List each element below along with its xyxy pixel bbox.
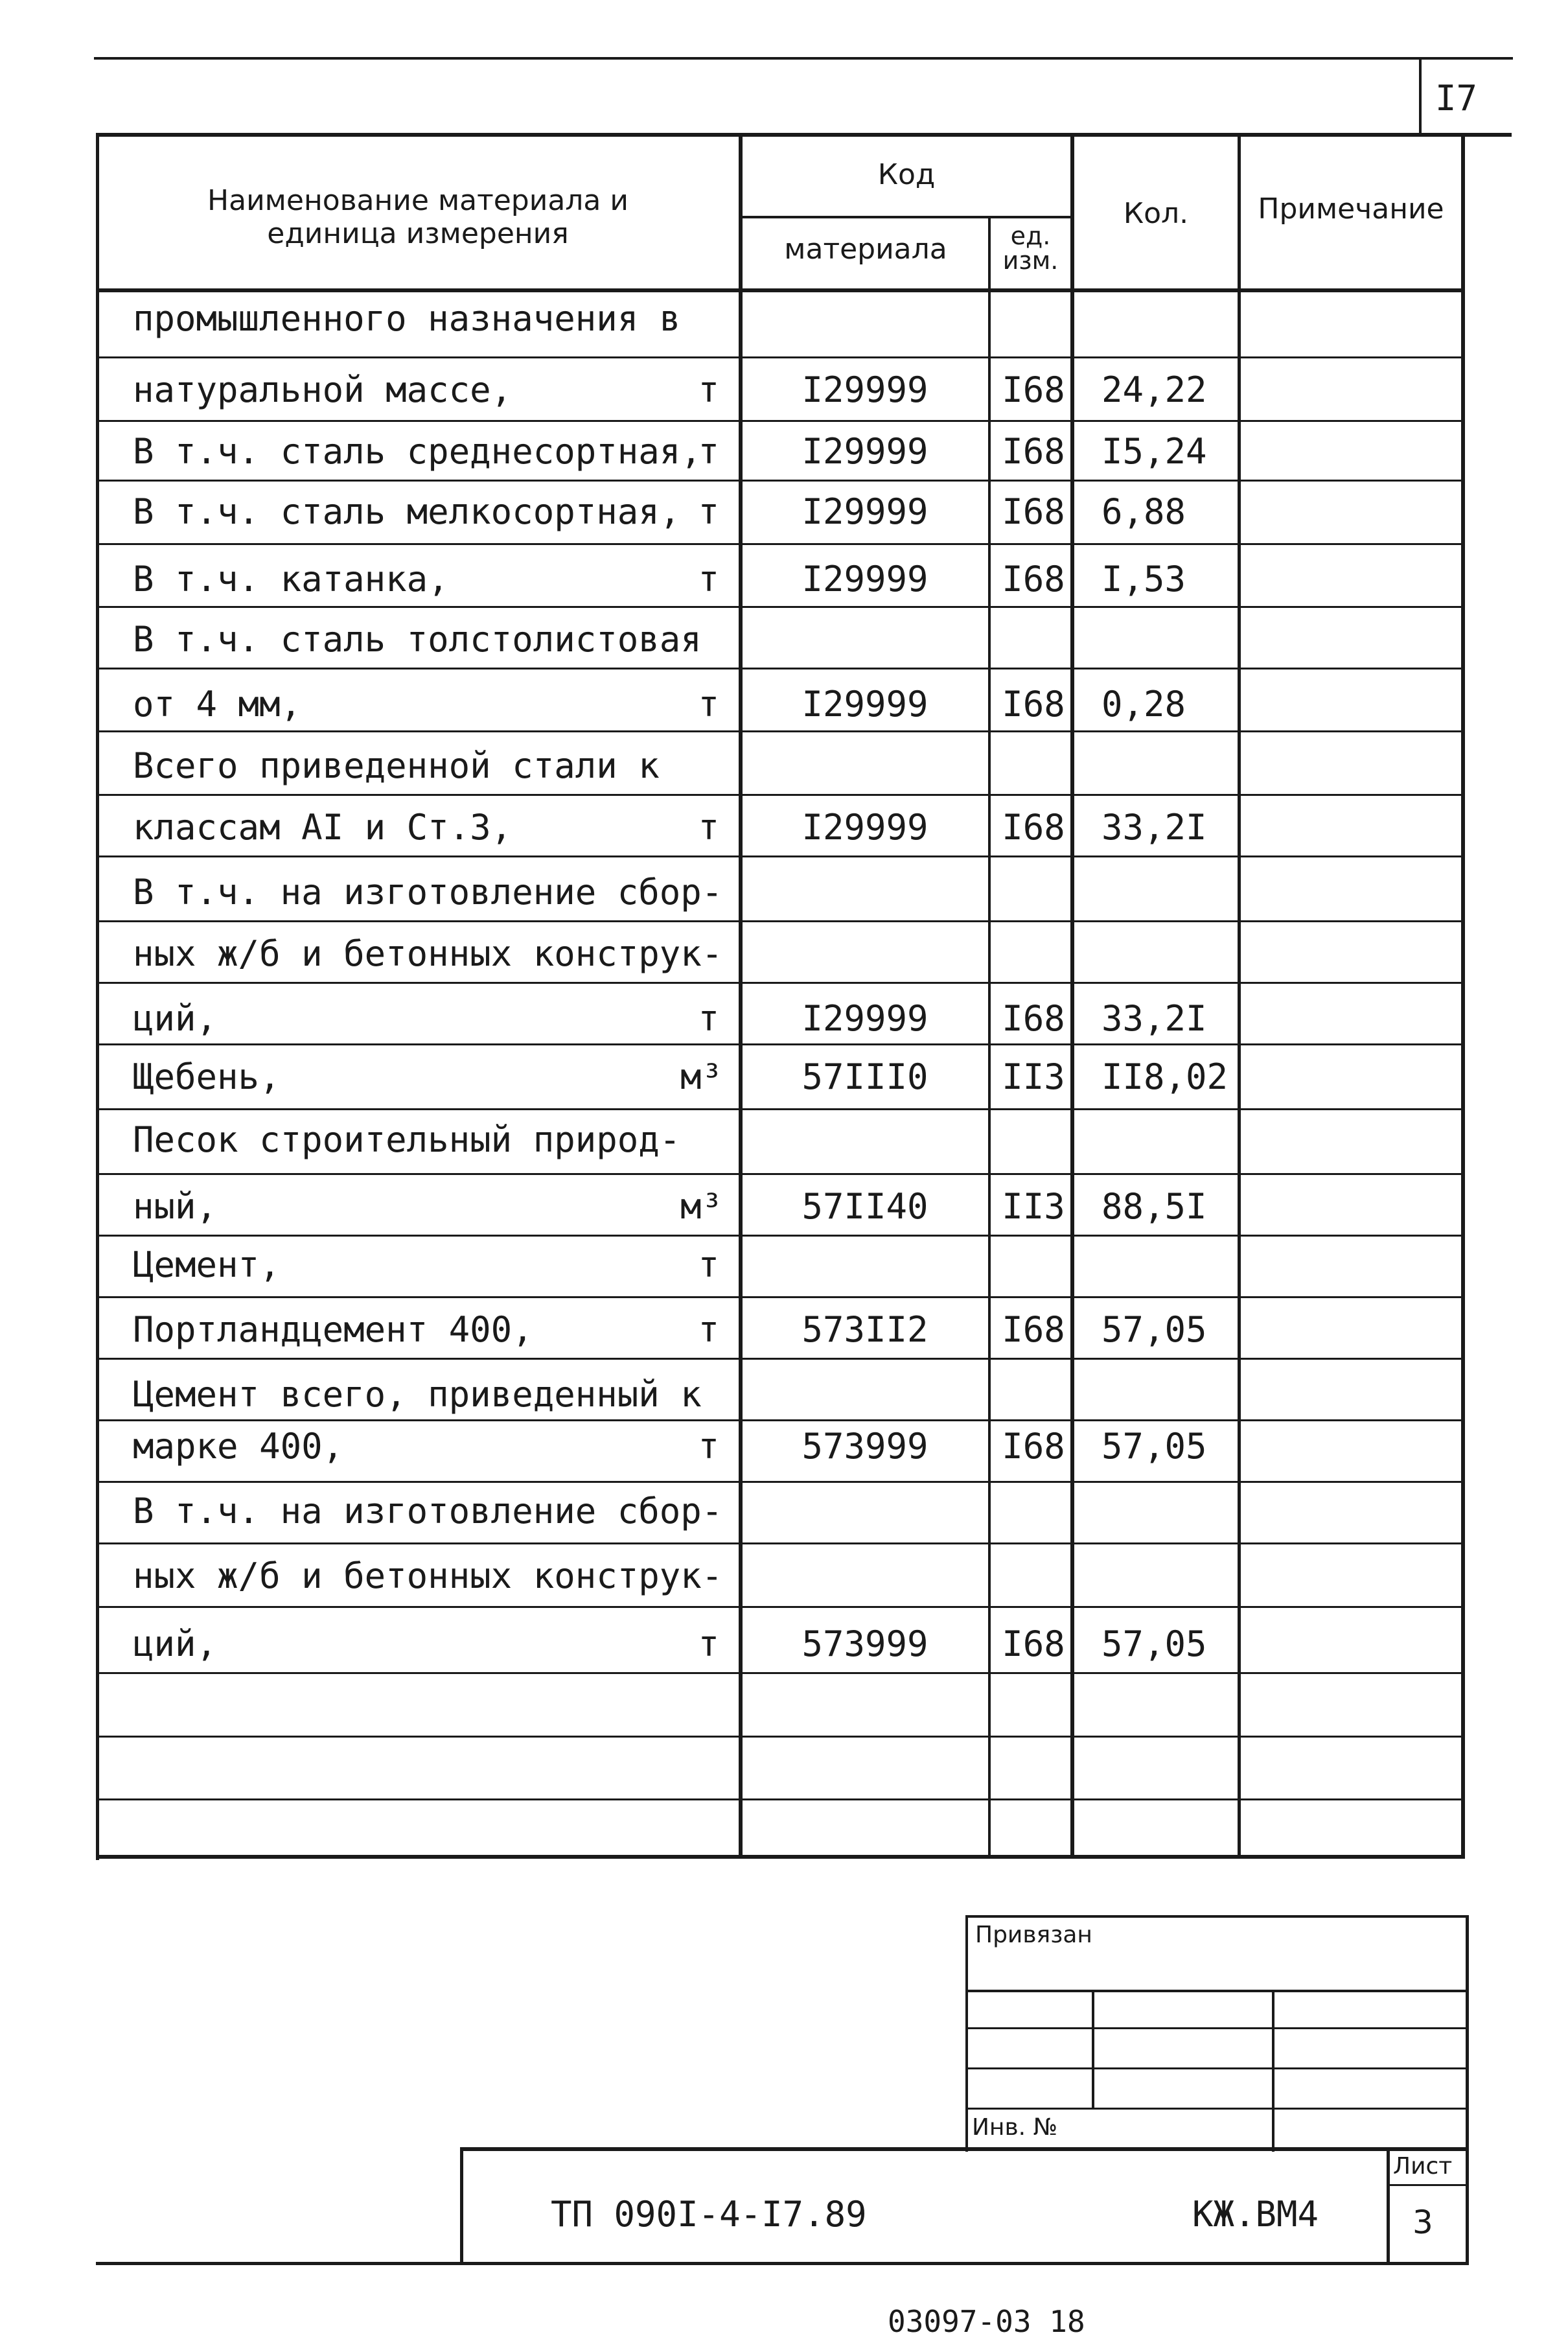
row-name: классам AI и Ст.3, xyxy=(133,807,513,848)
row-line xyxy=(96,1235,1464,1237)
row-line xyxy=(96,1798,1464,1800)
row-name: В т.ч. на изготовление сбор- xyxy=(133,1491,723,1531)
row-unit-code: I68 xyxy=(1002,369,1065,410)
row-material-code: 57II40 xyxy=(801,1186,928,1227)
row-material-code: I29999 xyxy=(801,431,928,472)
header-code-material: материала xyxy=(784,233,947,266)
row-unit: т xyxy=(698,431,719,472)
row-name: Песок строительный природ- xyxy=(133,1119,681,1160)
row-unit-code: II3 xyxy=(1002,1056,1065,1097)
row-name: Щебень, xyxy=(133,1056,281,1097)
row-unit: т xyxy=(698,684,719,725)
row-line xyxy=(96,420,1464,422)
row-line xyxy=(96,1481,1464,1483)
header-quantity: Кол. xyxy=(1123,197,1189,230)
row-unit: т xyxy=(698,1244,719,1285)
row-quantity: 0,28 xyxy=(1101,684,1186,725)
row-material-code: I29999 xyxy=(801,369,928,410)
row-line xyxy=(96,356,1464,358)
header-code-group: Код xyxy=(877,158,936,191)
row-line xyxy=(96,543,1464,545)
row-material-code: 57III0 xyxy=(801,1056,928,1097)
row-quantity: 33,2I xyxy=(1101,998,1207,1039)
row-name: ций, xyxy=(133,998,218,1039)
row-quantity: 88,5I xyxy=(1101,1186,1207,1227)
row-material-code: 573999 xyxy=(801,1426,928,1467)
row-name: марке 400, xyxy=(133,1426,344,1467)
row-quantity: I,53 xyxy=(1101,559,1186,599)
row-quantity: 57,05 xyxy=(1101,1309,1207,1350)
row-line xyxy=(96,668,1464,669)
row-name: В т.ч. катанка, xyxy=(133,559,449,599)
stamp-attached-label: Привязан xyxy=(975,1922,1092,1948)
row-unit: м³ xyxy=(680,1056,723,1097)
row-unit: м³ xyxy=(680,1186,723,1227)
row-unit-code: II3 xyxy=(1002,1186,1065,1227)
row-quantity: II8,02 xyxy=(1101,1056,1228,1097)
row-unit: т xyxy=(698,1309,719,1350)
row-name: от 4 мм, xyxy=(133,684,302,725)
row-unit: т xyxy=(698,369,719,410)
row-line xyxy=(96,606,1464,608)
row-line xyxy=(96,1043,1464,1045)
row-name: промышленного назначения в xyxy=(133,298,681,339)
row-quantity: 57,05 xyxy=(1101,1426,1207,1467)
row-name: ный, xyxy=(133,1186,218,1227)
row-name: натуральной массе, xyxy=(133,369,513,410)
row-name: ций, xyxy=(133,1623,218,1664)
header-name-column: Наименование материала и единица измерения xyxy=(207,184,628,250)
row-name: ных ж/б и бетонных конструк- xyxy=(133,933,723,974)
row-line xyxy=(96,1542,1464,1544)
row-line xyxy=(96,1108,1464,1110)
row-unit: т xyxy=(698,1623,719,1664)
row-unit: т xyxy=(698,491,719,532)
document-mark: КЖ.ВМ4 xyxy=(1192,2194,1319,2235)
row-name: Цемент, xyxy=(133,1244,281,1285)
footer-number: 03097-03 18 xyxy=(888,2304,1085,2339)
row-line xyxy=(96,1173,1464,1175)
row-name: В т.ч. на изготовление сбор- xyxy=(133,872,723,913)
page-number: I7 xyxy=(1435,78,1478,119)
row-line xyxy=(96,794,1464,796)
header-code-unit: ед. изм. xyxy=(1002,222,1059,275)
row-quantity: 57,05 xyxy=(1101,1623,1207,1664)
row-material-code: I29999 xyxy=(801,559,928,599)
row-line xyxy=(96,1606,1464,1608)
row-line xyxy=(96,920,1464,922)
row-name: Портландцемент 400, xyxy=(133,1309,533,1350)
row-material-code: I29999 xyxy=(801,998,928,1039)
row-material-code: I29999 xyxy=(801,491,928,532)
sheet-number: 3 xyxy=(1412,2204,1433,2241)
row-line xyxy=(96,1296,1464,1298)
row-unit-code: I68 xyxy=(1002,807,1065,848)
row-line xyxy=(96,982,1464,984)
row-name: В т.ч. сталь толстолистовая xyxy=(133,619,702,660)
row-line xyxy=(96,1358,1464,1360)
row-quantity: 6,88 xyxy=(1101,491,1186,532)
row-unit: т xyxy=(698,807,719,848)
row-name: В т.ч. сталь мелкосортная, xyxy=(133,491,681,532)
row-unit-code: I68 xyxy=(1002,1623,1065,1664)
row-quantity: 33,2I xyxy=(1101,807,1207,848)
row-unit-code: I68 xyxy=(1002,1426,1065,1467)
row-line xyxy=(96,480,1464,482)
row-unit: т xyxy=(698,998,719,1039)
row-line xyxy=(96,1672,1464,1674)
row-name: ных ж/б и бетонных конструк- xyxy=(133,1555,723,1596)
sheet-label: Лист xyxy=(1393,2153,1453,2180)
row-line xyxy=(96,1419,1464,1421)
header-note: Примечание xyxy=(1258,192,1444,226)
row-unit-code: I68 xyxy=(1002,998,1065,1039)
row-quantity: 24,22 xyxy=(1101,369,1207,410)
row-unit: т xyxy=(698,1426,719,1467)
row-unit-code: I68 xyxy=(1002,684,1065,725)
row-name: В т.ч. сталь среднесортная, xyxy=(133,431,702,472)
row-unit-code: I68 xyxy=(1002,431,1065,472)
row-unit-code: I68 xyxy=(1002,559,1065,599)
row-line xyxy=(96,855,1464,857)
document-code: ТП 090I-4-I7.89 xyxy=(551,2194,867,2235)
row-material-code: 573II2 xyxy=(801,1309,928,1350)
row-quantity: I5,24 xyxy=(1101,431,1207,472)
row-material-code: 573999 xyxy=(801,1623,928,1664)
row-name: Всего приведенной стали к xyxy=(133,745,660,786)
row-material-code: I29999 xyxy=(801,807,928,848)
row-line xyxy=(96,1736,1464,1738)
row-unit: т xyxy=(698,559,719,599)
row-line xyxy=(96,730,1464,732)
row-material-code: I29999 xyxy=(801,684,928,725)
row-unit-code: I68 xyxy=(1002,1309,1065,1350)
stamp-inventory-label: Инв. № xyxy=(972,2114,1058,2141)
row-name: Цемент всего, приведенный к xyxy=(133,1374,702,1415)
row-unit-code: I68 xyxy=(1002,491,1065,532)
